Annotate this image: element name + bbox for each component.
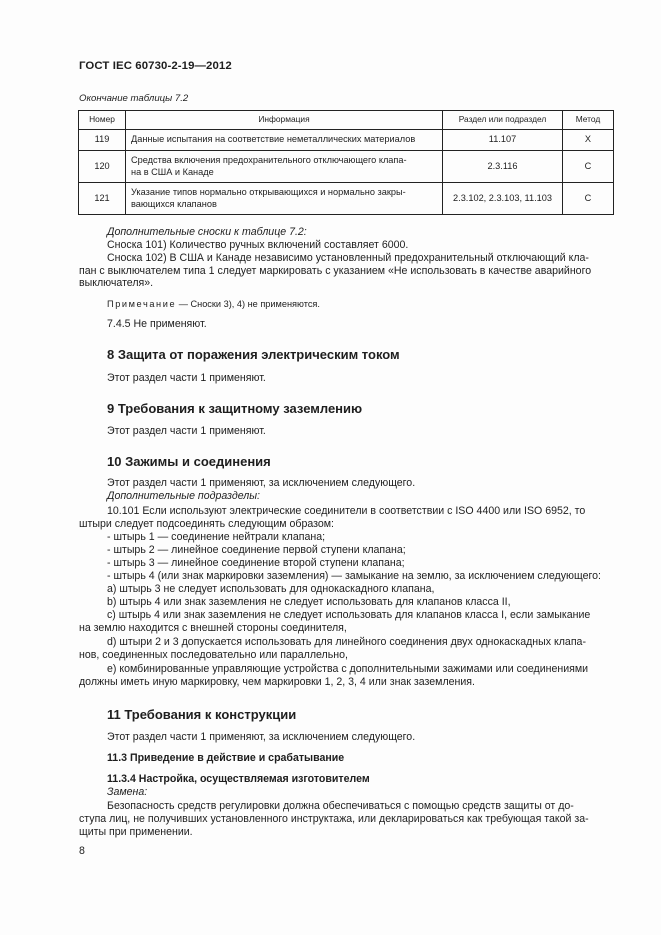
list-item-line: должны иметь иную маркировку, чем маркировки 1, 2, 3, 4 или знак заземления. [79, 676, 475, 688]
footnote-102-line: пан с выключателем типа 1 следует маркировать с указанием «Не использовать в качестве аварийного [79, 265, 592, 277]
section-8-text: Этот раздел части 1 применяют. [107, 372, 266, 384]
note-label: Примечание [107, 299, 177, 309]
table-row [79, 130, 614, 151]
document-header: ГОСТ IEC 60730-2-19—2012 [79, 60, 232, 72]
list-item-line: нов, соединенных последовательно или параллельно, [79, 649, 348, 661]
list-item: a) штырь 3 не следует использовать для однокаскадного клапана, [107, 583, 435, 595]
table-header-row [79, 111, 614, 130]
cell-info [126, 183, 443, 215]
cell-number: 120 [79, 151, 126, 183]
section-11-heading: 11 Требования к конструкции [107, 707, 297, 722]
note [107, 298, 320, 311]
table-caption: Окончание таблицы 7.2 [79, 93, 189, 104]
list-item: b) штырь 4 или знак заземления не следует использовать для клапанов класса II, [107, 596, 511, 608]
table-row [79, 183, 614, 215]
footnote-101: Сноска 101) Количество ручных включений составляет 6000. [107, 239, 409, 251]
list-item-line: на землю находится с внешней стороны соединителя, [79, 622, 347, 634]
paragraph-11-3-4-line: щиты при применении. [79, 826, 193, 838]
table-7-2-continued [78, 110, 614, 215]
column-header: Номер [79, 111, 126, 130]
list-item: d) штыри 2 и 3 допускается использовать для линейного соединения двух однокаскадных клапа- [107, 636, 586, 648]
section-9-text: Этот раздел части 1 применяют. [107, 425, 266, 437]
column-header: Метод [563, 111, 614, 130]
cell-info [126, 151, 443, 183]
page-number: 8 [79, 845, 85, 857]
list-item: e) комбинированные управляющие устройства с дополнительными зажимами или соединениями [107, 663, 589, 675]
list-item: - штырь 2 — линейное соединение первой ступени клапана; [107, 544, 406, 556]
additional-subsections-label: Дополнительные подразделы: [107, 490, 260, 502]
cell-method: C [563, 151, 614, 183]
paragraph-10-101-line: штыри следует подсоединять следующим образом: [79, 518, 334, 530]
section-8-heading: 8 Защита от поражения электрическим током [107, 347, 400, 362]
footnote-102-line: Сноска 102) В США и Канаде независимо установленный предохранительный отключающий кла- [107, 252, 589, 264]
column-header: Раздел или подраздел [443, 111, 563, 130]
cell-method: X [563, 130, 614, 151]
cell-section: 11.107 [443, 130, 563, 151]
section-10-text: Этот раздел части 1 применяют, за исключением следующего. [107, 477, 416, 489]
paragraph-11-3-4: Безопасность средств регулировки должна обеспечиваться с помощью средств защиты от до- [107, 800, 574, 812]
section-11-text: Этот раздел части 1 применяют, за исключением следующего. [107, 731, 416, 743]
footnote-102-line: выключателя». [79, 277, 154, 289]
list-item: c) штырь 4 или знак заземления не следует использовать для клапанов класса I, если замыкание [107, 609, 591, 621]
table-row [79, 151, 614, 183]
subsection-11-3-heading: 11.3 Приведение в действие и срабатывание [107, 752, 345, 764]
cell-info-line: на в США и Канаде [131, 166, 214, 177]
cell-info-line: вающихся клапанов [131, 198, 217, 209]
section-10-heading: 10 Зажимы и соединения [107, 454, 271, 469]
replacement-label: Замена: [107, 786, 148, 798]
cell-info-line: Указание типов нормально открывающихся и нормально закры- [131, 186, 406, 197]
cell-number: 121 [79, 183, 126, 215]
cell-info: Данные испытания на соответствие неметаллических материалов [126, 130, 443, 151]
footnotes-title: Дополнительные сноски к таблице 7.2: [107, 226, 307, 238]
cell-section: 2.3.116 [443, 151, 563, 183]
footnote-102 [79, 252, 614, 265]
list-item: - штырь 3 — линейное соединение второй ступени клапана; [107, 557, 405, 569]
note-text: — Сноски 3), 4) не применяются. [176, 299, 320, 309]
section-9-heading: 9 Требования к защитному заземлению [107, 401, 363, 416]
list-item: - штырь 4 (или знак маркировки заземления) — замыкание на землю, за исключением следующего: [107, 570, 601, 582]
column-header: Информация [126, 111, 443, 130]
paragraph-10-101: 10.101 Если используют электрические соединители в соответствии с ISO 4400 или ISO 6952, то [107, 505, 586, 517]
paragraph-7-4-5: 7.4.5 Не применяют. [107, 318, 207, 330]
subsection-11-3-4-heading: 11.3.4 Настройка, осуществляемая изготовителем [107, 773, 370, 785]
cell-number: 119 [79, 130, 126, 151]
cell-section: 2.3.102, 2.3.103, 11.103 [443, 183, 563, 215]
list-item: - штырь 1 — соединение нейтрали клапана; [107, 531, 326, 543]
cell-method: C [563, 183, 614, 215]
cell-info-line: Средства включения предохранительного отключающего клапа- [131, 154, 407, 165]
paragraph-11-3-4-line: ступа лиц, не получивших установленного инструктажа, или декларироваться как требующая такой за- [79, 813, 589, 825]
